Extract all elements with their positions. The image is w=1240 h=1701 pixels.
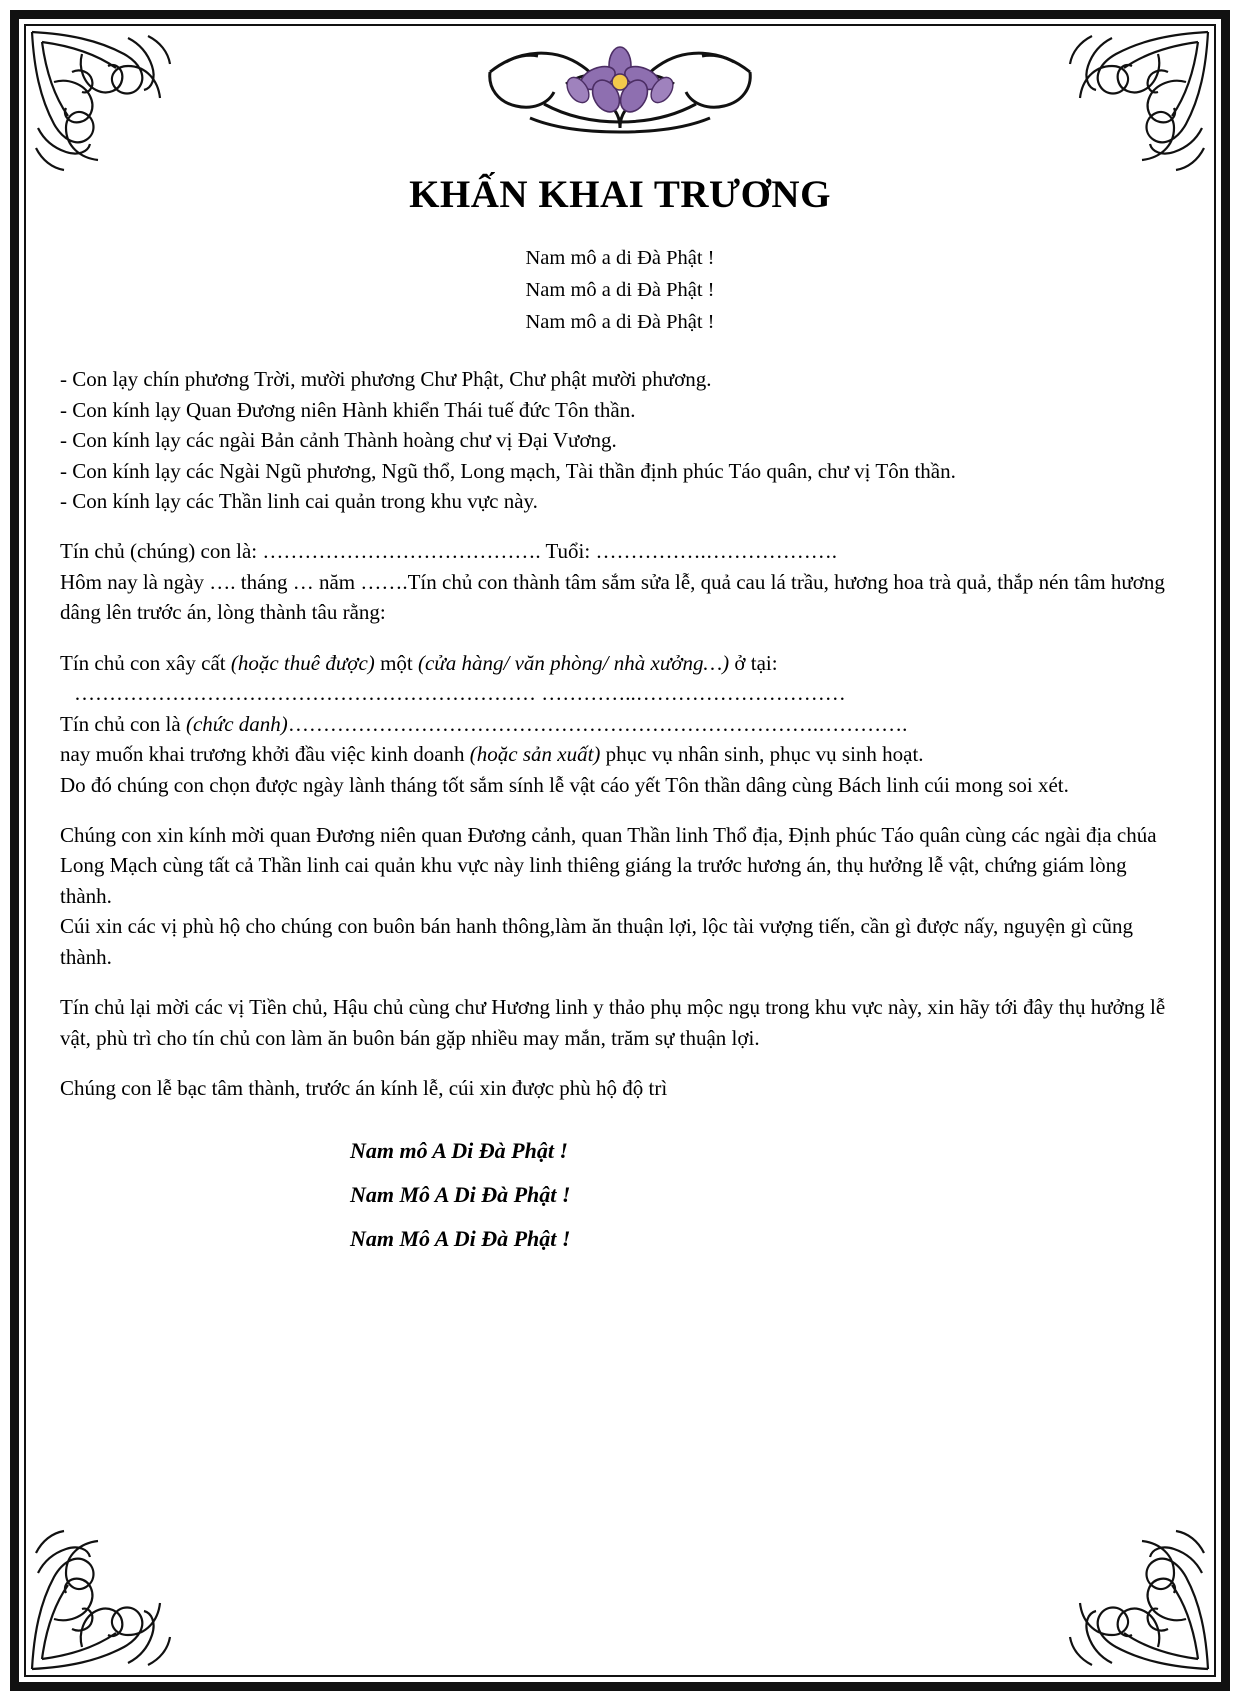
salutation-line: - Con kính lạy các Ngài Ngũ phương, Ngũ thổ, Long mạch, Tài thần định phúc Táo quân, chư vị Tôn thần.: [60, 458, 956, 483]
closing-line: Nam Mô A Di Đà Phật !: [350, 1182, 571, 1208]
page-title: KHẤN KHAI TRƯƠNG: [409, 173, 831, 216]
flower-ornament-icon: [470, 32, 770, 142]
salutation-line: - Con kính lạy các Thần linh cai quản trong khu vực này.: [60, 489, 538, 514]
business-option: (hoặc sản xuất): [469, 742, 601, 767]
premises-suffix: ở tại:: [729, 650, 778, 675]
salutation-line: - Con kính lạy các ngài Bản cảnh Thành hoàng chư vị Đại Vương.: [60, 428, 617, 453]
premises-option-2: (cửa hàng/ văn phòng/ nhà xưởng…): [417, 650, 730, 675]
premises-mid: một: [374, 650, 418, 675]
opening-invocation: [60, 243, 1180, 338]
premises-line: [60, 648, 1180, 678]
blessing-request-paragraph: Cúi xin các vị phù hộ cho chúng con buôn bán hanh thông,làm ăn thuận lợi, lộc tài vượng tiến, cần gì được nấy, nguyện gì cũng thành.: [60, 914, 1133, 969]
invocation-line: Nam mô a di Đà Phật !: [525, 278, 715, 301]
role-option: (chức danh): [185, 711, 288, 736]
invite-spirits-paragraph: Tín chủ lại mời các vị Tiền chủ, Hậu chủ cùng chư Hương linh y thảo phụ mộc ngụ trong khu vực này, xin hãy tới đây thụ hưởng lễ vật, phù trì cho tín chủ con làm ăn buôn bán gặp nhiều may mắn, trăm sự thuận lợi.: [60, 995, 1166, 1050]
role-prefix: Tín chủ con là: [60, 711, 186, 736]
date-offering-line: Hôm nay là ngày …. tháng … năm …….Tín chủ con thành tâm sắm sửa lễ, quả cau lá trầu, hương hoa trà quả, thắp nén tâm hương dâng lên trước án, lòng thành tâu rằng:: [60, 569, 1165, 625]
business-suffix: phục vụ nhân sinh, phục vụ sinh hoạt.: [600, 742, 924, 767]
invocation-line: Nam mô a di Đà Phật !: [525, 310, 715, 333]
business-line: [60, 739, 1180, 769]
document-body: [60, 150, 1180, 1581]
premises-prefix: Tín chủ con xây cất: [60, 650, 231, 675]
role-blank: ………………………………………………………………….………….: [287, 711, 908, 736]
devotee-name-line: Tín chủ (chúng) con là: …………………………………. Tuổi: …………….……………….: [60, 539, 837, 564]
role-line: [60, 709, 1180, 739]
closing-invocation: [60, 1129, 1180, 1261]
invite-deities-paragraph: Chúng con xin kính mời quan Đương niên quan Đương cảnh, quan Thần linh Thổ địa, Định phúc Táo quân cùng các ngài địa chúa Long Mạch cùng tất cả Thần linh cai quản khu vực này linh thiêng giáng la trước hương án, thụ hưởng lễ vật, chứng giám lòng thành.: [60, 822, 1157, 908]
salutations-list: [60, 364, 1180, 516]
invitation-section: [60, 820, 1180, 972]
second-invitation-section: [60, 992, 1180, 1053]
invocation-line: Nam mô a di Đà Phật !: [525, 247, 715, 269]
business-prefix: nay muốn khai trương khởi đầu việc kinh doanh: [60, 742, 470, 767]
premises-blank-line: ………………………………………………………… …………..…………………………: [74, 681, 846, 706]
closing-line: Nam mô A Di Đà Phật !: [350, 1138, 568, 1164]
final-paragraph: Chúng con lễ bạc tâm thành, trước án kính lễ, cúi xin được phù hộ độ trì: [60, 1076, 668, 1101]
salutation-line: - Con lạy chín phương Trời, mười phương Chư Phật, Chư phật mười phương.: [60, 367, 712, 392]
premises-declaration: [60, 648, 1180, 800]
closing-line: Nam Mô A Di Đà Phật !: [350, 1226, 571, 1252]
premises-option-1: (hoặc thuê được): [230, 650, 375, 675]
salutation-line: - Con kính lạy Quan Đương niên Hành khiển Thái tuế đức Tôn thần.: [60, 397, 636, 422]
offering-declaration: [60, 536, 1180, 627]
final-section: [60, 1073, 1180, 1103]
auspicious-day-line: Do đó chúng con chọn được ngày lành tháng tốt sắm sính lễ vật cáo yết Tôn thần dâng cùng Bách linh cúi mong soi xét.: [60, 772, 1069, 797]
